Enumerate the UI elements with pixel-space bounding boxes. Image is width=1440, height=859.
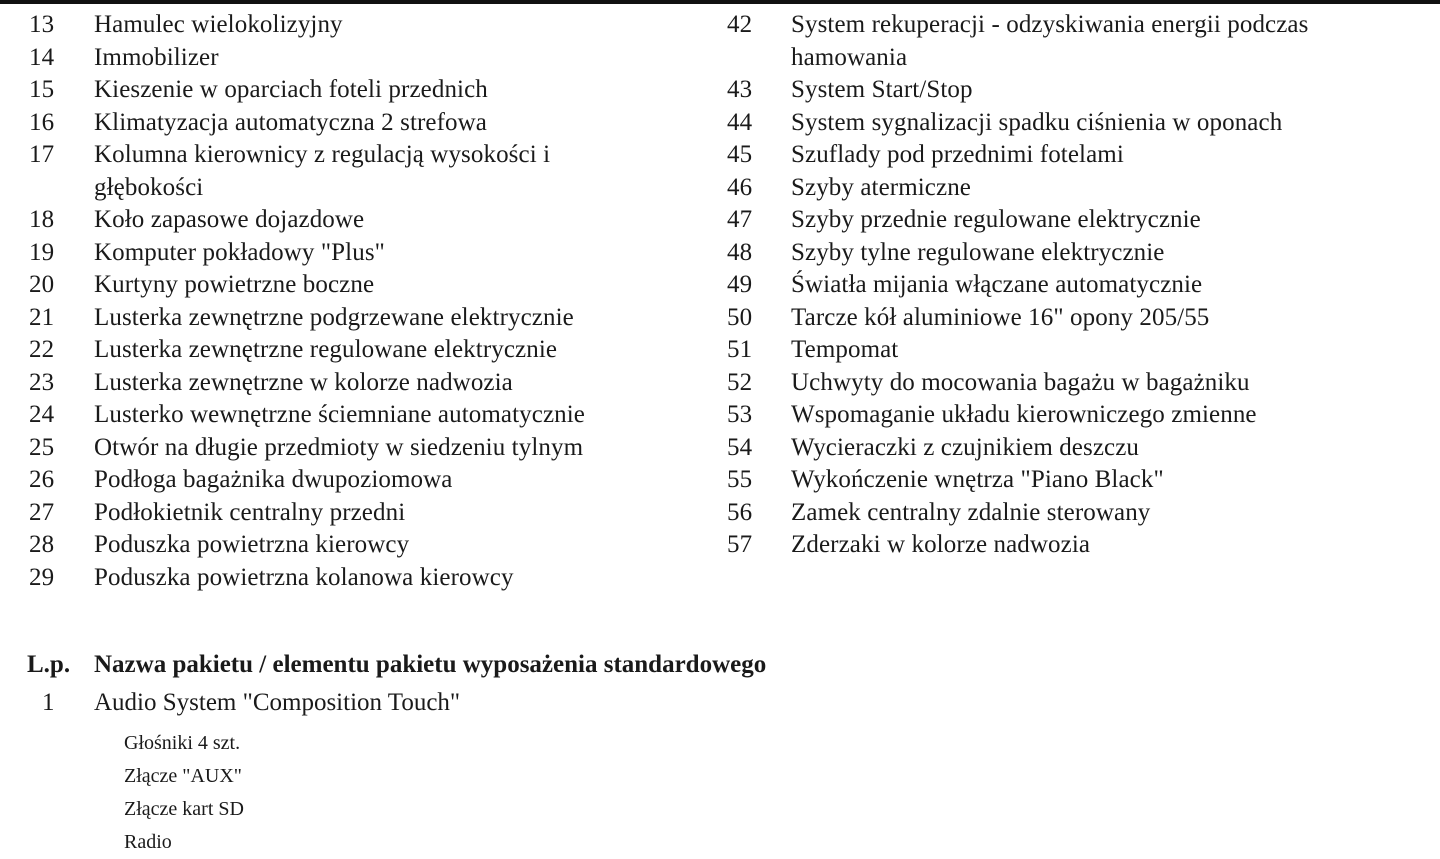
equipment-row <box>700 464 1440 497</box>
item-name: Szuflady pod przednimi fotelami <box>791 141 1124 168</box>
equipment-row <box>0 269 700 302</box>
equipment-row <box>0 139 700 204</box>
item-number: 27 <box>29 498 55 526</box>
package-table-header <box>0 649 766 681</box>
equipment-row <box>0 9 700 42</box>
item-number: 45 <box>727 141 753 168</box>
equipment-list-right <box>700 9 1440 562</box>
item-name: Lusterka zewnętrzne regulowane elektrycznie <box>94 336 558 363</box>
item-name: Zderzaki w kolorze nadwozia <box>791 531 1091 558</box>
item-number: 43 <box>727 76 753 103</box>
item-number: 23 <box>29 368 55 396</box>
item-name: Kolumna kierownicy z regulacją wysokości i głębokości <box>94 141 551 201</box>
item-name: Koło zapasowe dojazdowe <box>94 206 365 233</box>
item-name: Podłoga bagażnika dwupoziomowa <box>94 466 453 493</box>
equipment-row <box>0 74 700 107</box>
item-name: Światła mijania włączane automatycznie <box>791 271 1203 298</box>
equipment-row <box>700 269 1440 302</box>
package-name: Audio System "Composition Touch" <box>94 689 461 716</box>
item-name: Uchwyty do mocowania bagażu w bagażniku <box>791 368 1250 396</box>
header-title: Nazwa pakietu / elementu pakietu wyposażenia standardowego <box>94 651 767 678</box>
equipment-row <box>700 9 1440 74</box>
header-lp: L.p. <box>27 651 71 678</box>
item-name: Zamek centralny zdalnie sterowany <box>791 498 1151 526</box>
equipment-row <box>700 204 1440 237</box>
item-name: System sygnalizacji spadku ciśnienia w oponach <box>791 108 1283 136</box>
equipment-row <box>700 172 1440 205</box>
item-number: 25 <box>29 433 55 461</box>
package-sub-item: Radio <box>124 831 172 853</box>
item-name: Immobilizer <box>94 43 219 71</box>
item-number: 13 <box>29 11 55 38</box>
item-number: 53 <box>727 401 753 428</box>
item-name: Komputer pokładowy "Plus" <box>94 238 385 266</box>
item-name: Kurtyny powietrzne boczne <box>94 271 375 298</box>
package-sub-item: Złącze "AUX" <box>124 765 242 787</box>
package-sub-item: Głośniki 4 szt. <box>124 732 241 754</box>
item-number: 42 <box>727 11 753 38</box>
item-number: 56 <box>727 498 753 526</box>
item-number: 48 <box>727 238 753 266</box>
item-number: 15 <box>29 76 55 103</box>
item-name: Tarcze kół aluminiowe 16" opony 205/55 <box>791 303 1210 331</box>
item-name: Wykończenie wnętrza "Piano Black" <box>791 466 1164 493</box>
equipment-row <box>700 302 1440 335</box>
item-number: 44 <box>727 108 753 136</box>
item-name: Szyby przednie regulowane elektrycznie <box>791 206 1201 233</box>
item-name: Otwór na długie przedmioty w siedzeniu tylnym <box>94 433 584 461</box>
equipment-row <box>700 334 1440 367</box>
equipment-row <box>700 497 1440 530</box>
item-name: Poduszka powietrzna kolanowa kierowcy <box>94 563 514 591</box>
item-number: 49 <box>727 271 753 298</box>
item-number: 28 <box>29 531 55 558</box>
item-name: Podłokietnik centralny przedni <box>94 498 406 526</box>
item-name: Wspomaganie układu kierowniczego zmienne <box>791 401 1257 428</box>
package-sub-item: Złącze kart SD <box>124 798 244 820</box>
equipment-row <box>700 432 1440 465</box>
package-row <box>0 687 460 719</box>
item-name: Tempomat <box>791 336 899 363</box>
item-name: Kieszenie w oparciach foteli przednich <box>94 76 488 103</box>
item-number: 55 <box>727 466 753 493</box>
item-number: 51 <box>727 336 753 363</box>
item-number: 18 <box>29 206 55 233</box>
item-number: 24 <box>29 401 55 428</box>
item-number: 46 <box>727 173 753 201</box>
item-name: Szyby tylne regulowane elektrycznie <box>791 238 1165 266</box>
item-number: 47 <box>727 206 753 233</box>
equipment-row <box>700 107 1440 140</box>
item-number: 14 <box>29 43 55 71</box>
item-number: 17 <box>29 141 55 168</box>
item-number: 50 <box>727 303 753 331</box>
equipment-row <box>0 432 700 465</box>
item-name: Lusterka zewnętrzne w kolorze nadwozia <box>94 368 513 396</box>
equipment-row <box>0 107 700 140</box>
item-number: 16 <box>29 108 55 136</box>
equipment-row <box>700 529 1440 562</box>
equipment-row <box>0 367 700 400</box>
equipment-row <box>0 302 700 335</box>
equipment-row <box>0 237 700 270</box>
equipment-row <box>700 139 1440 172</box>
equipment-row <box>0 562 700 595</box>
item-name: System Start/Stop <box>791 76 973 103</box>
item-name: Hamulec wielokolizyjny <box>94 11 343 38</box>
equipment-row <box>0 399 700 432</box>
item-number: 19 <box>29 238 55 266</box>
item-name: Lusterko wewnętrzne ściemniane automatycznie <box>94 401 585 428</box>
equipment-row <box>0 529 700 562</box>
package-sub-items <box>124 727 244 853</box>
item-name: System rekuperacji - odzyskiwania energii podczas hamowania <box>791 11 1309 71</box>
item-name: Poduszka powietrzna kierowcy <box>94 531 410 558</box>
item-name: Lusterka zewnętrzne podgrzewane elektrycznie <box>94 303 574 331</box>
equipment-list-left <box>0 9 700 594</box>
equipment-row <box>700 367 1440 400</box>
item-name: Klimatyzacja automatyczna 2 strefowa <box>94 108 488 136</box>
equipment-row <box>0 497 700 530</box>
equipment-row <box>0 464 700 497</box>
item-number: 57 <box>727 531 753 558</box>
equipment-row <box>700 399 1440 432</box>
item-number: 52 <box>727 368 753 396</box>
top-rule <box>0 0 1440 4</box>
item-name: Wycieraczki z czujnikiem deszczu <box>791 433 1140 461</box>
equipment-row <box>700 74 1440 107</box>
equipment-row <box>0 42 700 75</box>
equipment-row <box>0 334 700 367</box>
item-number: 20 <box>29 271 55 298</box>
item-number: 22 <box>29 336 55 363</box>
item-number: 26 <box>29 466 55 493</box>
item-name: Szyby atermiczne <box>791 173 971 201</box>
item-number: 54 <box>727 433 753 461</box>
package-number: 1 <box>42 689 55 716</box>
item-number: 29 <box>29 563 55 591</box>
equipment-row <box>700 237 1440 270</box>
equipment-row <box>0 204 700 237</box>
item-number: 21 <box>29 303 55 331</box>
